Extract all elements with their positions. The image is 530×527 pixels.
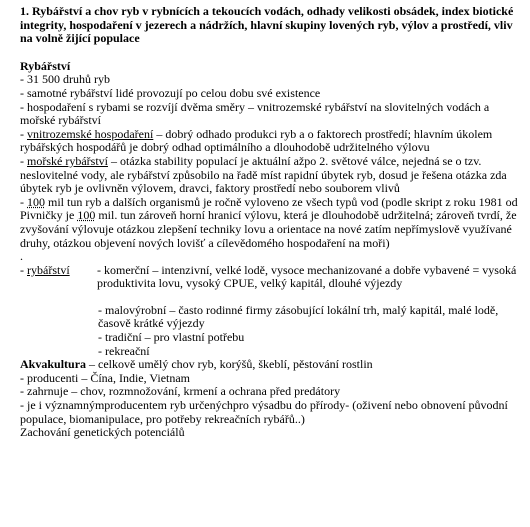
term-fishery: rybářství xyxy=(27,262,70,277)
term-inland: vnitrozemské hospodaření xyxy=(27,126,154,141)
lead xyxy=(20,264,97,291)
dash: - xyxy=(20,262,27,277)
list-item: - rekreační xyxy=(98,343,150,358)
text: – otázka stability populací je aktuální ažpo 2. světové válce, nejedná se o tzv. neslovitelné vody, ale rybářství způsobilo na řadě míst rapidní úbytek ryb, dosud je řešena otázka zda úbytek ryb je ovlivněn výlovem, dravci, faktory prostředí nebo souborem vlivů xyxy=(20,153,507,196)
list-item: - je i významnýmproducentem ryb určenýchpro výsadbu do přírody- (oživení nebo obnovení původní populace, biomanipulace, pro potřeby rekreačních rybářů..) xyxy=(20,398,508,426)
list-item xyxy=(20,196,518,250)
section-title-akvakultura xyxy=(20,358,518,372)
spacer xyxy=(20,46,518,60)
list-item xyxy=(20,264,518,291)
text: - komerční – intenzivní, velké lodě, vysoce mechanizované a dobře vybavené = vysoká produktivita lovu, vysoký CPUE, velký kapitál, dlouhé výjezdy xyxy=(97,262,517,291)
list-item: - malovýrobní – často rodinné firmy zásobující lokální trh, malý kapitál, malé lodě, časově krátké výjezdy xyxy=(98,302,499,331)
text: mil. tun zároveň horní hranicí výlovu, která je dlouhodobě udržitelná; zároveň tvrdí, že zvyšování výlovuje otázkou zlepšení techniky lovu a orientace na nové zatím nepřímyslově využívané druhy, otázkou objevení nových lovišť a cílevědomého hospodaření na moři) xyxy=(20,208,517,250)
list-item: - tradiční – pro vlastní potřebu xyxy=(98,330,245,345)
dash: - xyxy=(20,126,27,141)
list-item: Zachování genetických potenciálů xyxy=(20,425,185,440)
list-item: - samotné rybářství lidé provozují po celou dobu své existence xyxy=(20,85,321,100)
list-item: - zahrnuje – chov, rozmnožování, krmení a ochrana před predátory xyxy=(20,384,341,399)
list-item: - producenti – Čína, Indie, Vietnam xyxy=(20,370,191,385)
text: – celkově umělý chov ryb, korýšů, škeblí, pěstování rostlin xyxy=(86,357,373,372)
text: – dobrý odhado produkci ryb a o faktorech prostředí; hlavním úkolem rybářských hospodářů je dobrý odhad optimálního a dlouhodobě udržitelného výlovu xyxy=(20,126,493,155)
dash: - xyxy=(20,194,27,209)
number: 100 xyxy=(77,208,96,223)
dash: - xyxy=(20,153,27,168)
section-title-rybarstvi: Rybářství xyxy=(20,58,71,73)
list-item xyxy=(20,128,518,155)
list-item: - 31 500 druhů ryb xyxy=(20,72,110,87)
list-item xyxy=(20,155,518,196)
title: Akvakultura xyxy=(20,357,87,372)
list-item: - hospodaření s rybami se rozvíjí dvěma směry – vnitrozemské rybářství na slovitelných vodách a mořské rybářství xyxy=(20,99,490,128)
text: mil tun ryb a dalších organismů je ročně vyloveno ze všech typů vod (podle skript z roku 1981 od Pivničky je xyxy=(20,194,518,223)
term-marine: mořské rybářství xyxy=(27,153,108,168)
stray-dot: . xyxy=(20,249,23,264)
spacer xyxy=(20,291,518,304)
document-heading: 1. Rybářství a chov ryb v rybnících a tekoucích vodách, odhady velikosti obsádek, index biotické integrity, hospodaření v jezerech a nádržích, hlavní skupiny lovených ryb, výlov a prostředí, vliv na volně žijící populace xyxy=(20,4,514,46)
number: 100 xyxy=(27,194,45,209)
